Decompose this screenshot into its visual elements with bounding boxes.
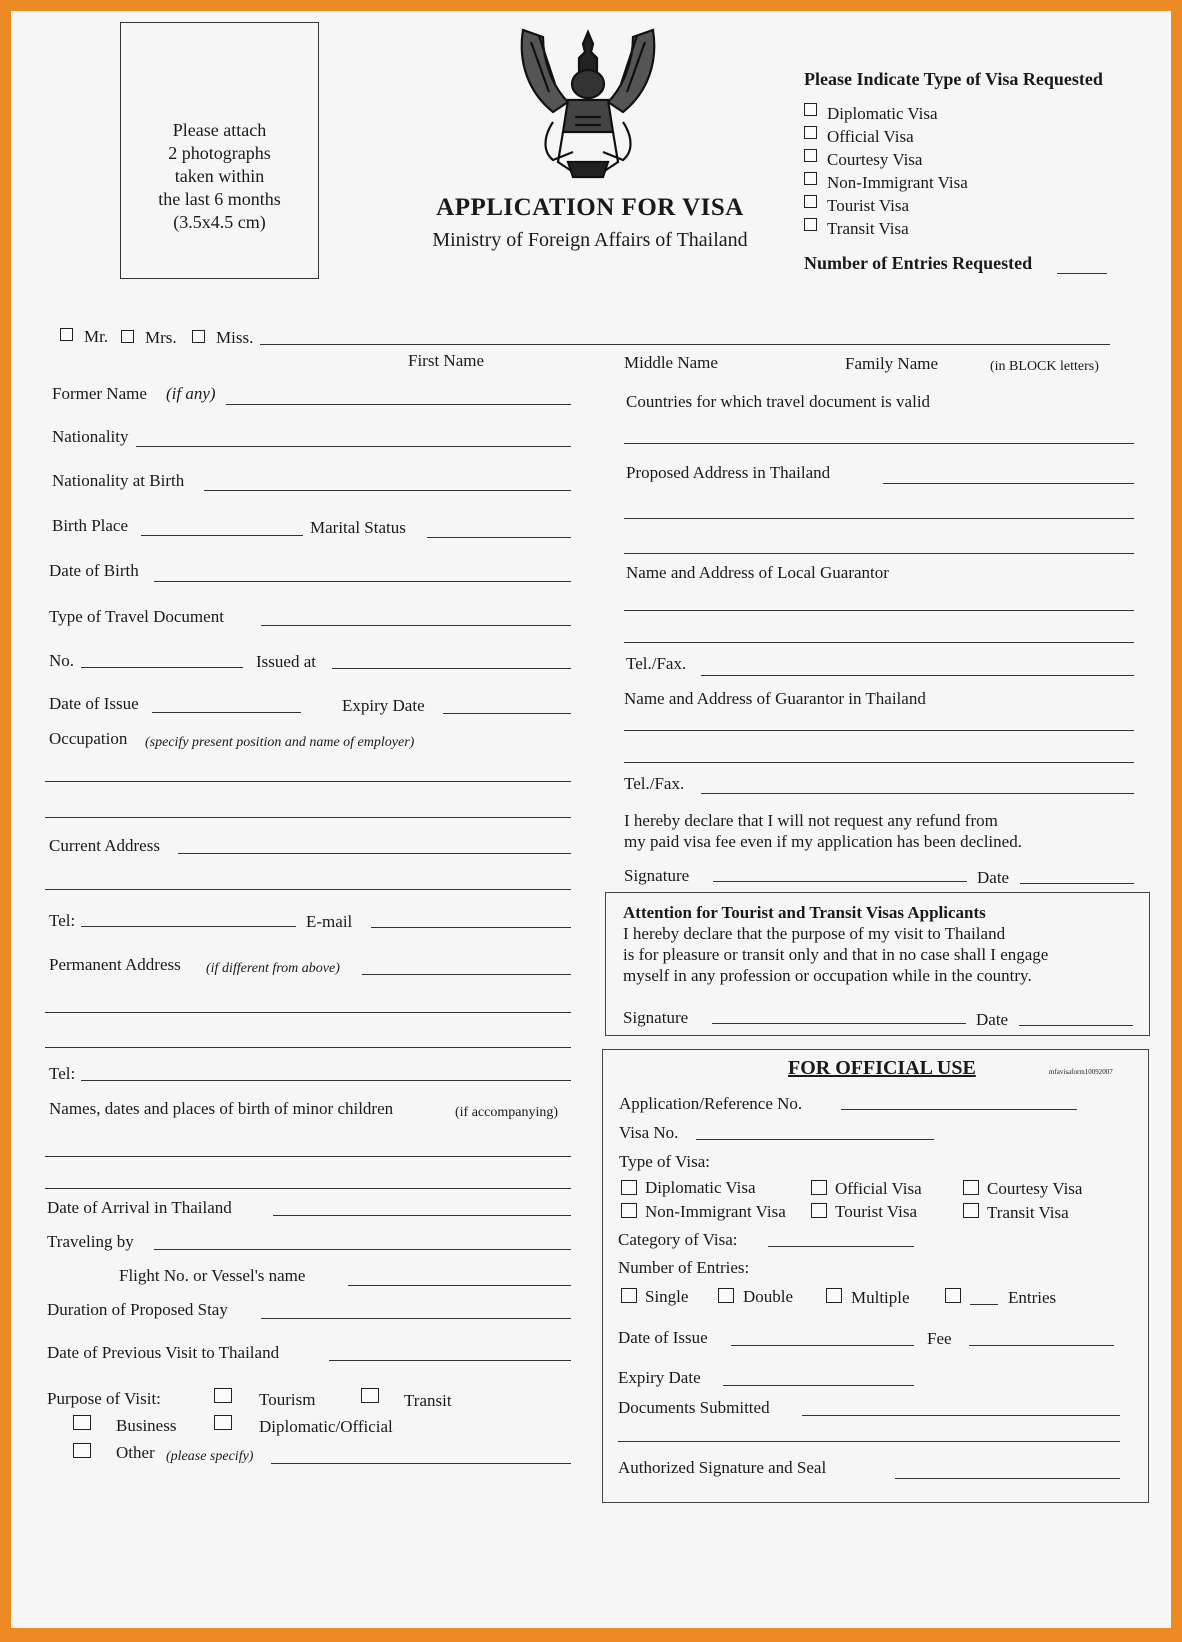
- duration-of-stay-field[interactable]: [261, 1318, 571, 1319]
- expiry-date-label: Expiry Date: [342, 696, 425, 715]
- flight-no-label: Flight No. or Vessel's name: [119, 1266, 306, 1285]
- mrs-checkbox[interactable]: [121, 330, 134, 343]
- documents-submitted-field[interactable]: [802, 1415, 1120, 1416]
- visa-option-label: Official Visa: [827, 127, 914, 146]
- middle-name-label: Middle Name: [624, 353, 718, 372]
- date-field[interactable]: [1020, 883, 1134, 884]
- date-of-issue-field[interactable]: [152, 712, 301, 713]
- purpose-of-visit-label: Purpose of Visit:: [47, 1389, 161, 1408]
- tel-field[interactable]: [81, 1080, 571, 1081]
- first-name-label: First Name: [408, 351, 485, 370]
- official-use-box: [602, 1049, 1149, 1503]
- date-of-issue-field[interactable]: [731, 1345, 914, 1346]
- courtesy-visa-checkbox[interactable]: [804, 149, 817, 162]
- visa-no-label: Visa No.: [619, 1123, 679, 1142]
- minor-children-hint: (if accompanying): [455, 1105, 559, 1120]
- tourist-visa-checkbox[interactable]: [811, 1203, 827, 1218]
- visa-no-field[interactable]: [696, 1139, 934, 1140]
- number-of-entries-label: Number of Entries:: [618, 1258, 750, 1277]
- travel-document-field[interactable]: [261, 625, 571, 626]
- minor-children-field[interactable]: [45, 1188, 571, 1189]
- mrs-label: Mrs.: [145, 328, 177, 347]
- arrival-date-label: Date of Arrival in Thailand: [47, 1198, 232, 1217]
- guarantor-thailand-label: Name and Address of Guarantor in Thailand: [624, 689, 926, 708]
- proposed-address-label: Proposed Address in Thailand: [626, 463, 831, 482]
- attention-text-line: is for pleasure or transit only and that in no case shall I engage: [623, 945, 1049, 964]
- official-visa-type-label: Non-Immigrant Visa: [645, 1202, 786, 1221]
- visa-option-label: Non-Immigrant Visa: [827, 173, 968, 192]
- birth-place-label: Birth Place: [52, 516, 129, 535]
- guarantor-thailand-field[interactable]: [624, 762, 1134, 763]
- guarantor-thailand-field[interactable]: [624, 730, 1134, 731]
- fee-field[interactable]: [969, 1345, 1114, 1346]
- double-entry-checkbox[interactable]: [718, 1288, 734, 1303]
- attention-text-line: myself in any profession or occupation while in the country.: [623, 966, 1032, 985]
- date-field[interactable]: [1019, 1025, 1133, 1026]
- nationality-field[interactable]: [136, 446, 571, 447]
- visa-option-label: Tourist Visa: [827, 196, 910, 215]
- entries-label: Entries: [1008, 1288, 1057, 1307]
- signature-field[interactable]: [712, 1023, 966, 1024]
- official-visa-checkbox[interactable]: [804, 126, 817, 139]
- photo-instruction-line: taken within: [174, 166, 265, 186]
- duration-of-stay-label: Duration of Proposed Stay: [47, 1300, 228, 1319]
- expiry-date-label: Expiry Date: [618, 1368, 701, 1387]
- type-of-visa-label: Type of Visa:: [619, 1152, 710, 1171]
- proposed-address-field[interactable]: [624, 518, 1134, 519]
- attention-box: [605, 892, 1150, 1036]
- attention-text-line: I hereby declare that the purpose of my visit to Thailand: [623, 924, 1006, 943]
- tourism-label: Tourism: [259, 1390, 316, 1409]
- countries-valid-label: Countries for which travel document is valid: [626, 392, 931, 411]
- other-checkbox[interactable]: [73, 1443, 91, 1458]
- occupation-field[interactable]: [45, 817, 571, 818]
- transit-checkbox[interactable]: [361, 1388, 379, 1403]
- non-immigrant-visa-checkbox[interactable]: [804, 172, 817, 185]
- transit-label: Transit: [404, 1391, 452, 1410]
- travel-document-label: Type of Travel Document: [49, 607, 224, 626]
- mr-checkbox[interactable]: [60, 328, 73, 341]
- local-guarantor-field[interactable]: [624, 610, 1134, 611]
- photo-box[interactable]: [120, 22, 319, 279]
- tourism-checkbox[interactable]: [214, 1388, 232, 1403]
- business-label: Business: [116, 1416, 177, 1435]
- refund-declaration-line: I hereby declare that I will not request any refund from: [624, 811, 998, 830]
- other-hint: (please specify): [166, 1449, 254, 1464]
- courtesy-visa-checkbox[interactable]: [963, 1180, 979, 1195]
- flight-no-field[interactable]: [348, 1285, 571, 1286]
- official-visa-checkbox[interactable]: [811, 1180, 827, 1195]
- document-no-label: No.: [49, 651, 75, 670]
- email-label: E-mail: [306, 912, 353, 931]
- diplomatic-visa-checkbox[interactable]: [804, 103, 817, 116]
- block-letters-note: (in BLOCK letters): [990, 359, 1099, 374]
- non-immigrant-visa-checkbox[interactable]: [621, 1203, 637, 1218]
- date-label: Date: [977, 868, 1010, 887]
- official-visa-type-label: Courtesy Visa: [987, 1179, 1083, 1198]
- nationality-at-birth-label: Nationality at Birth: [52, 471, 185, 490]
- entries-requested-label: Number of Entries Requested: [804, 253, 1033, 273]
- telfax-field[interactable]: [701, 793, 1134, 794]
- issued-at-field[interactable]: [332, 668, 571, 669]
- countries-valid-field[interactable]: [624, 443, 1134, 444]
- arrival-date-field[interactable]: [273, 1215, 571, 1216]
- proposed-address-field[interactable]: [624, 553, 1134, 554]
- official-use-heading: FOR OFFICIAL USE: [788, 1057, 976, 1079]
- date-of-birth-field[interactable]: [154, 581, 571, 582]
- multiple-entry-label: Multiple: [851, 1288, 910, 1307]
- category-label: Category of Visa:: [618, 1230, 738, 1249]
- diplomatic-official-label: Diplomatic/Official: [259, 1417, 393, 1436]
- signature-label: Signature: [624, 866, 690, 885]
- marital-status-field[interactable]: [427, 537, 571, 538]
- former-name-hint: (if any): [166, 384, 216, 403]
- expiry-date-field[interactable]: [443, 713, 571, 714]
- permanent-address-field[interactable]: [45, 1047, 571, 1048]
- mr-label: Mr.: [84, 327, 109, 346]
- proposed-address-field[interactable]: [883, 483, 1134, 484]
- visa-type-heading: Please Indicate Type of Visa Requested: [804, 69, 1103, 89]
- official-visa-type-label: Transit Visa: [987, 1203, 1069, 1222]
- attention-heading: Attention for Tourist and Transit Visas Applicants: [623, 903, 986, 922]
- custom-entries-field[interactable]: [970, 1304, 998, 1305]
- documents-submitted-field[interactable]: [618, 1441, 1120, 1442]
- custom-entries-checkbox[interactable]: [945, 1288, 961, 1303]
- transit-visa-checkbox[interactable]: [804, 218, 817, 231]
- former-name-label: Former Name: [52, 384, 147, 403]
- occupation-label: Occupation: [49, 729, 128, 748]
- local-guarantor-field[interactable]: [624, 642, 1134, 643]
- previous-visit-field[interactable]: [329, 1360, 571, 1361]
- business-checkbox[interactable]: [73, 1415, 91, 1430]
- document-no-field[interactable]: [81, 667, 243, 668]
- date-of-birth-label: Date of Birth: [49, 561, 139, 580]
- documents-submitted-label: Documents Submitted: [618, 1398, 770, 1417]
- tourist-visa-checkbox[interactable]: [804, 195, 817, 208]
- minor-children-label: Names, dates and places of birth of minor children: [49, 1099, 394, 1118]
- photo-instruction-line: (3.5x4.5 cm): [173, 212, 266, 232]
- visa-option-label: Diplomatic Visa: [827, 104, 938, 123]
- permanent-address-label: Permanent Address: [49, 955, 181, 974]
- miss-checkbox[interactable]: [192, 330, 205, 343]
- birth-place-field[interactable]: [141, 535, 303, 536]
- diplomatic-official-checkbox[interactable]: [214, 1415, 232, 1430]
- local-guarantor-label: Name and Address of Local Guarantor: [626, 563, 889, 582]
- tel-field[interactable]: [81, 926, 296, 927]
- official-visa-type-label: Official Visa: [835, 1179, 922, 1198]
- single-entry-checkbox[interactable]: [621, 1288, 637, 1303]
- multiple-entry-checkbox[interactable]: [826, 1288, 842, 1303]
- occupation-hint: (specify present position and name of employer): [145, 735, 415, 750]
- current-address-field[interactable]: [178, 853, 571, 854]
- telfax-label: Tel./Fax.: [626, 654, 687, 673]
- traveling-by-label: Traveling by: [47, 1232, 134, 1251]
- signature-field[interactable]: [713, 881, 967, 882]
- former-name-field[interactable]: [226, 404, 571, 405]
- miss-label: Miss.: [216, 328, 254, 347]
- reference-no-label: Application/Reference No.: [619, 1094, 803, 1113]
- tel-label: Tel:: [49, 1064, 76, 1083]
- form-subtitle: Ministry of Foreign Affairs of Thailand: [432, 229, 748, 251]
- category-field[interactable]: [768, 1246, 914, 1247]
- date-of-issue-label: Date of Issue: [618, 1328, 708, 1347]
- permanent-address-field[interactable]: [45, 1012, 571, 1013]
- issued-at-label: Issued at: [256, 652, 316, 671]
- official-visa-type-label: Tourist Visa: [835, 1202, 918, 1221]
- garuda-emblem-icon: [513, 22, 663, 184]
- minor-children-field[interactable]: [45, 1156, 571, 1157]
- telfax-field[interactable]: [701, 675, 1134, 676]
- date-of-issue-label: Date of Issue: [49, 694, 139, 713]
- family-name-label: Family Name: [845, 354, 939, 373]
- telfax-label: Tel./Fax.: [624, 774, 685, 793]
- photo-instruction-line: 2 photographs: [168, 143, 271, 163]
- nationality-label: Nationality: [52, 427, 129, 446]
- photo-instruction-line: the last 6 months: [158, 189, 281, 209]
- current-address-label: Current Address: [49, 836, 160, 855]
- occupation-field[interactable]: [45, 781, 571, 782]
- fee-label: Fee: [927, 1329, 952, 1348]
- email-field[interactable]: [371, 927, 571, 928]
- name-field[interactable]: [260, 344, 1110, 345]
- single-entry-label: Single: [645, 1287, 689, 1306]
- expiry-date-field[interactable]: [723, 1385, 914, 1386]
- marital-status-label: Marital Status: [310, 518, 406, 537]
- permanent-address-hint: (if different from above): [206, 961, 340, 976]
- traveling-by-field[interactable]: [154, 1249, 571, 1250]
- visa-option-label: Courtesy Visa: [827, 150, 923, 169]
- refund-declaration-line: my paid visa fee even if my application has been declined.: [624, 832, 1022, 851]
- other-label: Other: [116, 1443, 155, 1462]
- current-address-field[interactable]: [45, 889, 571, 890]
- date-label: Date: [976, 1010, 1009, 1029]
- tel-label: Tel:: [49, 911, 76, 930]
- photo-instruction-line: Please attach: [172, 120, 267, 140]
- previous-visit-label: Date of Previous Visit to Thailand: [47, 1343, 280, 1362]
- other-purpose-field[interactable]: [271, 1463, 571, 1464]
- double-entry-label: Double: [743, 1287, 794, 1306]
- authorized-signature-label: Authorized Signature and Seal: [618, 1458, 827, 1477]
- signature-label: Signature: [623, 1008, 689, 1027]
- transit-visa-checkbox[interactable]: [963, 1203, 979, 1218]
- reference-no-field[interactable]: [841, 1109, 1077, 1110]
- official-visa-type-label: Diplomatic Visa: [645, 1178, 756, 1197]
- authorized-signature-field[interactable]: [895, 1478, 1120, 1479]
- visa-option-label: Transit Visa: [827, 219, 909, 238]
- entries-requested-field[interactable]: [1057, 273, 1107, 274]
- nationality-at-birth-field[interactable]: [204, 490, 571, 491]
- form-code: mfavisaform10092007: [1049, 1068, 1113, 1076]
- permanent-address-field[interactable]: [362, 974, 571, 975]
- diplomatic-visa-checkbox[interactable]: [621, 1180, 637, 1195]
- form-title: APPLICATION FOR VISA: [436, 194, 744, 221]
